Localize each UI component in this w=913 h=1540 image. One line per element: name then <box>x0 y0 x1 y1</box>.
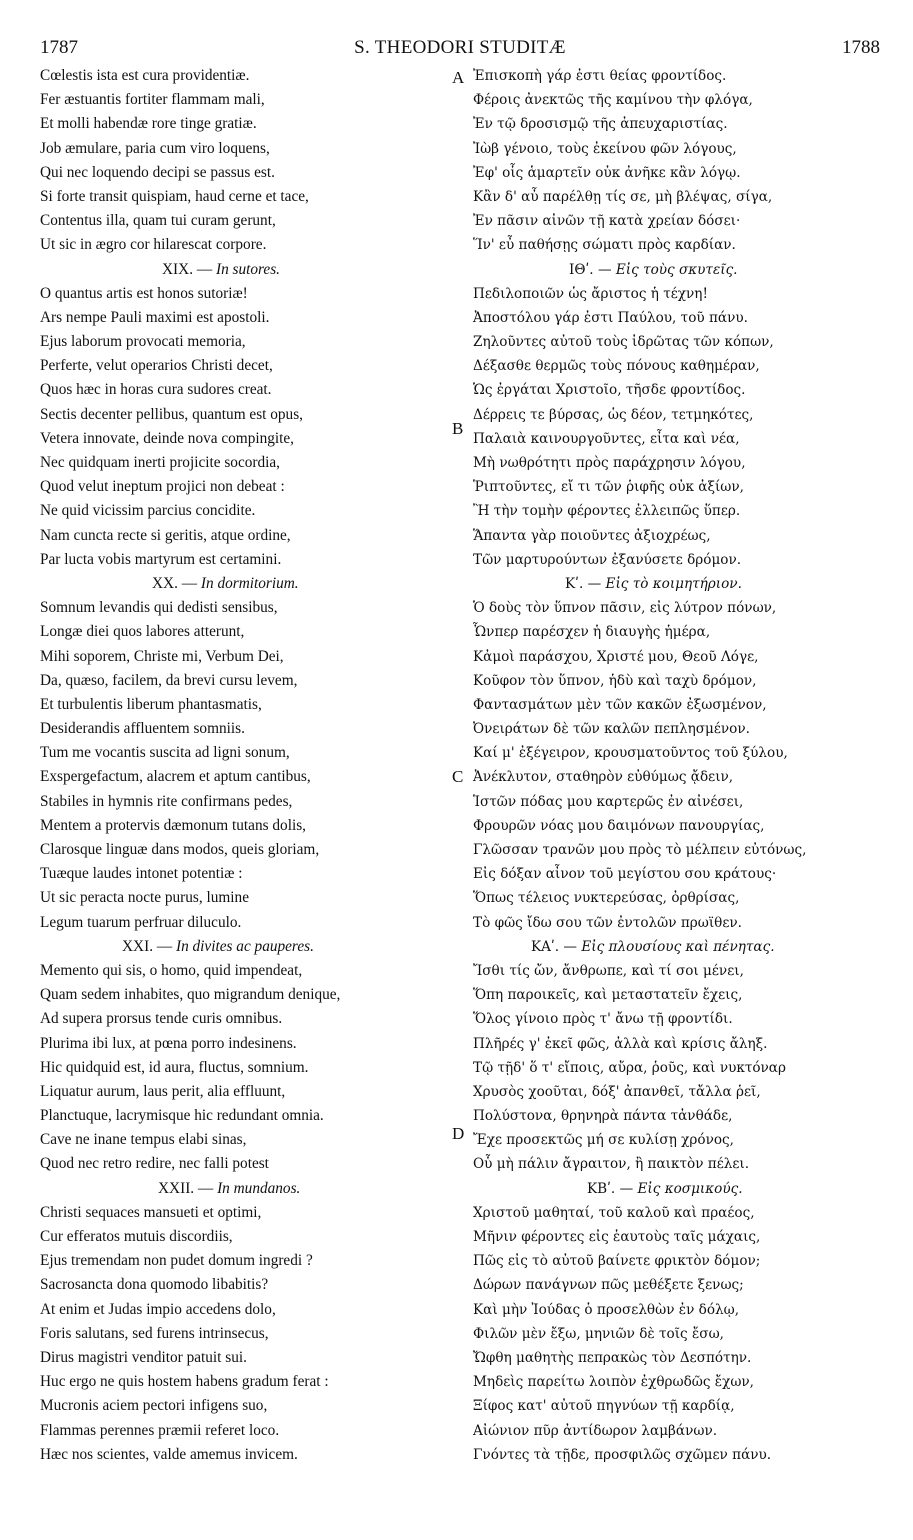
greek-verse-line: Κοῦφον τὸν ὕπνον, ἡδὺ καὶ ταχὺ δρόμον, <box>473 672 757 689</box>
latin-heading-number: XXII. — <box>158 1179 214 1197</box>
greek-verse-line: Ζηλοῦντες αὐτοῦ τοὺς ἱδρῶτας τῶν κόπων, <box>473 334 774 351</box>
greek-verse-line: Τῶν μαρτυρούντων ἐξανύσετε δρόμον. <box>473 551 742 568</box>
latin-verse-line: Christi sequaces mansueti et optimi, <box>40 1203 262 1221</box>
latin-verse-line: Legum tuarum perfruar diluculo. <box>40 913 242 931</box>
latin-heading-title: In dormitorium. <box>200 574 299 592</box>
latin-verse-line: Ut sic peracta nocte purus, lumine <box>40 889 249 907</box>
latin-verse-line: O quantus artis est honos sutoriæ! <box>40 284 248 302</box>
latin-verse-line: Quod velut ineptum projici non debeat : <box>40 478 285 496</box>
greek-heading-title: Εἰς κοσμικούς. <box>637 1180 743 1197</box>
greek-verse-line: Ἀποστόλου γάρ ἐστι Παύλου, τοῦ πάνυ. <box>473 309 748 326</box>
greek-verse-line: Μηδεὶς παρείτω λοιπὸν ἐχθρωδῶς ἔχων, <box>473 1374 754 1391</box>
greek-verse-line: Ἐν τῷ δροσισμῷ τῆς ἀπευχαριστίας. <box>473 116 728 133</box>
greek-verse-line: Ξίφος κατ' αὐτοῦ πηγνύων τῇ καρδίᾳ, <box>473 1398 735 1415</box>
greek-verse-line: Φρουρῶν νόας μου δαιμόνων πανουργίας, <box>473 817 765 834</box>
greek-poem-heading-19 <box>473 258 873 282</box>
latin-poem-heading-22 <box>40 1177 450 1201</box>
latin-verse-line: Planctuque, lacrymisque hic redundant omnia. <box>40 1107 324 1125</box>
greek-verse-line: Τὸ φῶς ἴδω σου τῶν ἐντολῶν πρωϊθεν. <box>473 914 742 931</box>
greek-verse-line: Κἀμοὶ παράσχου, Χριστέ μου, Θεοῦ Λόγε, <box>473 648 759 665</box>
latin-verse-line: Mentem a protervis dæmonum tutans dolis, <box>40 816 306 834</box>
latin-verse-line: Et molli habendæ rore tinge gratiæ. <box>40 115 257 133</box>
latin-verse-line: Cave ne inane tempus elabi sinas, <box>40 1131 247 1149</box>
greek-verse-line: Γλῶσσαν τρανῶν μου πρὸς τὸ μέλπειν εὐτόνως, <box>473 842 807 858</box>
latin-verse-line: Mihi soporem, Christe mi, Verbum Dei, <box>40 647 284 665</box>
greek-verse-line: Ἅπαντα γὰρ ποιοῦντες ἀξιοχρέως, <box>473 527 711 544</box>
latin-poem-heading-19 <box>40 258 450 282</box>
greek-heading-number: ΚΒʹ. — <box>587 1180 634 1197</box>
greek-verse-line: Πεδιλοποιῶν ὡς ἄριστος ἡ τέχνη! <box>473 285 708 302</box>
latin-verse-line: Nec quidquam inerti projicite socordia, <box>40 454 280 471</box>
latin-verse-line: Ne quid vicissim parcius concidite. <box>40 502 256 520</box>
greek-verse-line: Αἰώνιον πῦρ ἀντίδωρον λαμβάνων. <box>473 1422 718 1439</box>
right-page-number: 1788 <box>842 37 880 58</box>
latin-verse-line: Liquatur aurum, laus perit, alia effluunt, <box>40 1082 286 1100</box>
latin-verse-line: Perferte, velut operarios Christi decet, <box>40 357 273 375</box>
latin-verse-line: Ad supera prorsus tende curis omnibus. <box>40 1010 283 1028</box>
latin-verse-line: Plurima ibi lux, at pœna porro indesinens. <box>40 1034 297 1052</box>
greek-verse-line: Ἐπισκοπὴ γάρ ἐστι θείας φροντίδος. <box>473 68 727 84</box>
latin-verse-line: Cœlestis ista est cura providentiæ. <box>40 67 250 84</box>
greek-verse-line: Ἢ τὴν τομὴν φέροντες ἐλλειπῶς ὕπερ. <box>473 503 741 520</box>
latin-column <box>40 64 450 1467</box>
greek-verse-line: Χριστοῦ μαθηταί, τοῦ καλοῦ καὶ πραέος, <box>473 1204 755 1221</box>
latin-verse-line: Hæc nos scientes, valde amemus invicem. <box>40 1445 298 1463</box>
latin-verse-line: Memento qui sis, o homo, quid impendeat, <box>40 961 303 979</box>
greek-verse-line: Ἱστῶν πόδας μου καρτερῶς ἐν αἰνέσει, <box>473 793 744 810</box>
greek-verse-line: Ὅπη παροικεῖς, καὶ μεταστατεῖν ἔχεις, <box>473 987 743 1004</box>
latin-verse-line: Job æmulare, paria cum viro loquens, <box>40 139 270 157</box>
greek-verse-line: Γνόντες τὰ τῇδε, προσφιλῶς σχῶμεν πάνυ. <box>473 1446 772 1463</box>
greek-heading-number: ΚΑʹ. — <box>531 938 577 955</box>
latin-verse-line: Somnum levandis qui dedisti sensibus, <box>40 599 278 617</box>
greek-column <box>473 64 873 1467</box>
latin-heading-title: In mundanos. <box>217 1179 301 1197</box>
greek-verse-line: Δέρρεις τε βύρσας, ὡς δέον, τετμηκότες, <box>473 406 754 423</box>
greek-verse-line: Ἵν' εὖ παθήσῃς σώματι πρὸς καρδίαν. <box>473 237 736 254</box>
latin-verse-line: Flammas perennes præmii referet loco. <box>40 1421 280 1439</box>
greek-poem-heading-22 <box>473 1177 873 1201</box>
greek-verse-line: Ἐφ' οἷς ἁμαρτεῖν οὐκ ἀνῆκε κἂν λόγῳ. <box>473 164 741 181</box>
margin-marker-b: B <box>452 419 464 438</box>
greek-verse-line: Τῷ τῇδ' ὅ τ' εἴποις, αὔρα, ῥοῦς, καὶ νυκτόναρ <box>473 1059 786 1076</box>
greek-heading-title: Εἰς τοὺς σκυτεῖς. <box>615 261 738 278</box>
greek-verse-line: Ἔχε προσεκτῶς μή σε κυλίσῃ χρόνος, <box>473 1132 734 1149</box>
latin-verse-line: Quos hæc in horas cura sudores creat. <box>40 381 272 399</box>
running-title: S. THEODORI STUDITÆ <box>354 37 566 58</box>
latin-heading-title: In sutores. <box>215 260 280 278</box>
greek-heading-number: ΙΘʹ. — <box>569 261 612 278</box>
latin-verse-line: Cur efferatos mutuis discordiis, <box>40 1228 233 1245</box>
latin-verse-line: Ejus tremendam non pudet domum ingredi ? <box>40 1252 313 1270</box>
latin-verse-line: Desiderandis affluentem somniis. <box>40 720 245 738</box>
latin-verse-line: Dirus magistri venditor patuit sui. <box>40 1348 247 1366</box>
greek-verse-line: Ὤφθη μαθητὴς πεπρακὼς τὸν Δεσπότην. <box>473 1349 752 1366</box>
greek-verse-line: Δέξασθε θερμῶς τοὺς πόνους καθημέραν, <box>473 358 760 375</box>
latin-heading-number: XX. — <box>152 574 198 592</box>
latin-verse-line: Et turbulentis liberum phantasmatis, <box>40 695 262 713</box>
latin-verse-line: Clarosque linguæ dans modos, queis gloriam, <box>40 841 320 858</box>
latin-heading-number: XXI. — <box>122 937 173 955</box>
greek-poem-heading-21 <box>473 935 873 959</box>
latin-verse-line: Nam cuncta recte si geritis, atque ordine, <box>40 526 291 544</box>
latin-verse-line: Ut sic in ægro cor hilarescat corpore. <box>40 236 267 254</box>
greek-verse-line: Μῆνιν φέροντες εἰς ἑαυτοὺς ταῖς μάχαις, <box>473 1229 761 1245</box>
greek-verse-line: Εἰς δόξαν αἶνον τοῦ μεγίστου σου κράτους· <box>473 866 777 883</box>
greek-verse-line: Ἐν πᾶσιν αἰνῶν τῇ κατὰ χρείαν δόσει· <box>473 213 741 230</box>
greek-heading-title: Εἰς πλουσίους καὶ πένητας. <box>581 938 775 955</box>
latin-verse-line: Foris salutans, sed furens intrinsecus, <box>40 1324 269 1342</box>
greek-verse-line: Ὁ δοὺς τὸν ὕπνον πᾶσιν, εἰς λύτρον πόνων, <box>473 600 777 617</box>
latin-verse-line: Tuæque laudes intonet potentiæ : <box>40 865 243 883</box>
latin-verse-line: At enim et Judas impio accedens dolo, <box>40 1300 276 1318</box>
latin-verse-line: Ars nempe Pauli maximi est apostoli. <box>40 308 270 326</box>
latin-poem-heading-20 <box>40 572 450 596</box>
greek-verse-line: Οὗ μὴ πάλιν ἄγραιτον, ἢ παικτὸν πέλει. <box>473 1156 750 1173</box>
latin-verse-line: Hic quidquid est, id aura, fluctus, somnium. <box>40 1058 309 1076</box>
greek-verse-line: Καὶ μὴν Ἰούδας ὁ προσελθὼν ἐν δόλῳ, <box>473 1301 740 1318</box>
latin-verse-line: Tum me vocantis suscita ad ligni sonum, <box>40 744 290 762</box>
latin-verse-line: Contentus illa, quam tui curam gerunt, <box>40 212 276 230</box>
greek-verse-line: Ἀνέκλυτον, σταθηρὸν εὐθύμως ᾄδειν, <box>473 769 734 786</box>
greek-verse-line: Ῥιπτοῦντες, εἴ τι τῶν ῥιφῆς οὐκ ἀξίων, <box>473 479 744 496</box>
greek-verse-line: Κἂν δ' αὖ παρέλθῃ τίς σε, μὴ βλέψας, σίγα, <box>473 188 773 205</box>
latin-verse-line: Par lucta vobis martyrum est certamini. <box>40 550 282 568</box>
latin-verse-line: Quod nec retro redire, nec falli potest <box>40 1155 269 1173</box>
greek-verse-line: Πλῆρές γ' ἐκεῖ φῶς, ἀλλὰ καὶ κρίσις ἄληξ. <box>473 1035 768 1052</box>
greek-verse-line: Πολύστονα, θρηνηρὰ πάντα τἀνθάδε, <box>473 1108 733 1125</box>
latin-verse-line: Si forte transit quispiam, haud cerne et tace, <box>40 187 309 205</box>
latin-heading-title: In divites ac pauperes. <box>175 937 314 955</box>
latin-verse-line: Exspergefactum, alacrem et aptum cantibus, <box>40 768 311 786</box>
greek-verse-line: Ὀνειράτων δὲ τῶν καλῶν πεπλησμένον. <box>473 721 750 738</box>
latin-verse-line: Ejus laborum provocati memoria, <box>40 333 246 351</box>
latin-verse-line: Longæ diei quos labores atterunt, <box>40 623 245 641</box>
greek-verse-line: Ἴσθι τίς ὤν, ἄνθρωπε, καὶ τί σοι μένει, <box>473 962 744 979</box>
greek-verse-line: Χρυσὸς χοοῦται, δόξ' ἀπανθεῖ, τἄλλα ῥεῖ, <box>473 1083 761 1100</box>
latin-verse-line: Sacrosancta dona quomodo libabitis? <box>40 1276 269 1294</box>
latin-verse-line: Stabiles in hymnis rite confirmans pedes, <box>40 792 293 810</box>
latin-verse-line: Quam sedem inhabites, quo migrandum denique, <box>40 986 341 1004</box>
greek-verse-line: Ὅλος γίνοιο πρὸς τ' ἄνω τῇ φροντίδι. <box>473 1011 733 1028</box>
greek-verse-line: Δώρων πανάγνων πῶς μεθέξετε ξενως; <box>473 1277 744 1294</box>
greek-verse-line: Μὴ νωθρότητι πρὸς παράχρησιν λόγου, <box>473 455 746 471</box>
latin-verse-line: Fer æstuantis fortiter flammam mali, <box>40 91 265 109</box>
latin-verse-line: Sectis decenter pellibus, quantum est opus, <box>40 405 303 423</box>
greek-verse-line: Φαντασμάτων μὲν τῶν κακῶν ἐξωσμένον, <box>473 696 767 713</box>
greek-verse-line: Ὅπως τέλειος νυκτερεύσας, ὀρθρίσας, <box>473 890 740 907</box>
latin-verse-line: Huc ergo ne quis hostem habens gradum ferat : <box>40 1373 329 1391</box>
margin-marker-d: D <box>452 1124 465 1143</box>
greek-verse-line: Καί μ' ἐξέγειρον, κρουσματοῦντος τοῦ ξύλου, <box>473 745 788 762</box>
latin-poem-heading-21 <box>40 935 450 959</box>
greek-verse-line: Ὧνπερ παρέσχεν ἡ διαυγὴς ἡμέρα, <box>473 624 711 641</box>
greek-verse-line: Φιλῶν μὲν ἔξω, μηνιῶν δὲ τοῖς ἔσω, <box>473 1325 724 1342</box>
greek-verse-line: Ἰὼβ γένοιο, τοὺς ἐκείνου φῶν λόγους, <box>473 140 737 157</box>
left-page-number: 1787 <box>40 37 78 58</box>
page-header <box>40 36 880 60</box>
greek-verse-line: Ὡς ἐργάται Χριστοῖο, τῆσδε φροντίδος. <box>473 382 746 399</box>
greek-verse-line: Φέροις ἀνεκτῶς τῆς καμίνου τὴν φλόγα, <box>473 92 753 109</box>
latin-verse-line: Vetera innovate, deinde nova compingite, <box>40 429 295 447</box>
greek-heading-number: Κʹ. — <box>565 575 602 592</box>
margin-marker-c: C <box>452 767 464 786</box>
latin-verse-line: Mucronis aciem pectori infigens suo, <box>40 1397 268 1415</box>
greek-verse-line: Παλαιὰ καινουργοῦντες, εἶτα καὶ νέα, <box>473 430 740 447</box>
greek-poem-heading-20 <box>473 572 873 596</box>
latin-verse-line: Da, quæso, facilem, da brevi cursu levem, <box>40 671 298 689</box>
margin-marker-a: A <box>452 68 465 87</box>
greek-verse-line: Πῶς εἰς τὸ αὐτοῦ βαίνετε φρικτὸν δόμον; <box>473 1253 761 1270</box>
greek-heading-title: Εἰς τὸ κοιμητήριον. <box>605 575 742 592</box>
latin-heading-number: XIX. — <box>162 260 213 278</box>
latin-verse-line: Qui nec loquendo decipi se passus est. <box>40 163 275 181</box>
